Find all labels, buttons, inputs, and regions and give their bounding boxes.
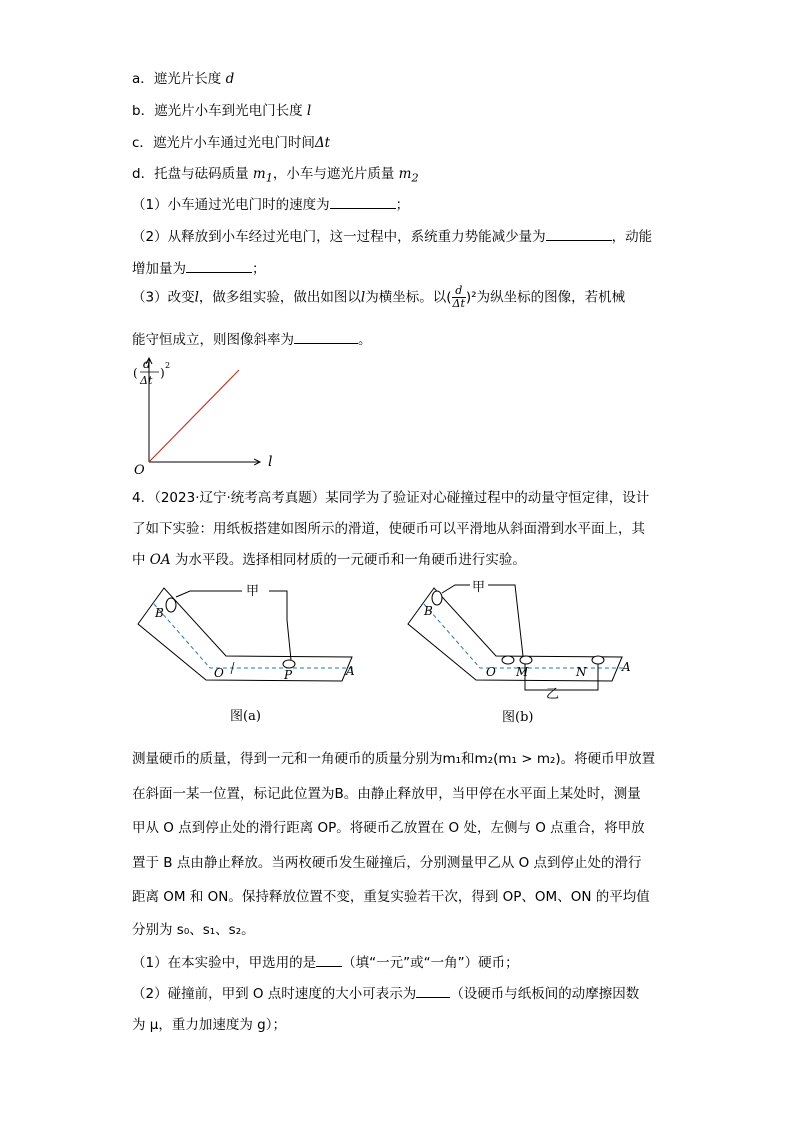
answer-blank — [546, 227, 612, 241]
coin-at-o — [502, 656, 514, 664]
svg-text:M: M — [516, 665, 529, 679]
linear-graph — [130, 350, 290, 476]
problem-4-line2: 了如下实验：用纸板搭建如图所示的滑道，使硬币可以平滑地从斜面滑到水平面上，其 — [132, 521, 645, 537]
option-c: c．遮光片小车通过光电门时间Δt — [132, 135, 331, 151]
subquestion-2-line1: （2）碰撞前，甲到 O 点时速度的大小可表示为 （设硬币与纸板间的动摩擦因数 — [132, 986, 640, 1002]
subquestion-2-line2: 为 μ，重力加速度为 g）； — [132, 1017, 286, 1033]
question-2-line2: 增加量为 ； — [132, 261, 266, 277]
coin-at-p — [283, 660, 295, 668]
svg-text:P: P — [284, 668, 293, 682]
subquestion-1: （1）在本实验中，甲选用的是 （填“一元”或“一角”）硬币； — [132, 955, 519, 971]
option-a: a．遮光片长度 d — [132, 71, 235, 87]
svg-text:O: O — [214, 666, 224, 680]
answer-blank — [330, 195, 396, 209]
para-line5: 距离 OM 和 ON。保持释放位置不变，重复实验若干次，得到 OP、OM、ON 的平均值 — [132, 889, 650, 905]
track-center-dashed — [154, 604, 354, 668]
svg-text:Δt: Δt — [140, 374, 153, 387]
svg-text:A: A — [346, 664, 355, 678]
svg-text:l: l — [268, 454, 273, 470]
figure-a-track — [130, 580, 370, 730]
coin-at-m — [520, 656, 532, 664]
coin-jia — [432, 591, 442, 605]
svg-text:d: d — [143, 357, 151, 371]
para-line2: 在斜面一某一位置，标记此位置为B。由静止释放甲，当甲停在水平面上某处时，测量 — [132, 786, 641, 802]
question-2-line1: （2）从释放到小车经过光电门，这一过程中，系统重力势能减少量为 ，动能 — [132, 229, 653, 245]
svg-text:(: ( — [133, 366, 138, 380]
problem-4-line1: 4．（2023·辽宁·统考高考真题）某同学为了验证对心碰撞过程中的动量守恒定律，设计 — [132, 490, 650, 506]
question-1: （1）小车通过光电门时的速度为 ； — [132, 197, 410, 213]
answer-blank — [186, 259, 252, 273]
coin-jia — [166, 598, 176, 612]
svg-text:图(a): 图(a) — [230, 709, 261, 724]
svg-text:图(b): 图(b) — [502, 710, 534, 725]
svg-text:O: O — [134, 463, 145, 476]
svg-text:甲: 甲 — [472, 580, 486, 595]
svg-text:2: 2 — [165, 361, 171, 370]
svg-text:B: B — [424, 604, 433, 618]
question-3-line2: 能守恒成立，则图像斜率为 。 — [132, 332, 372, 348]
answer-blank — [294, 330, 358, 344]
para-line4: 置于 B 点由静止释放。当两枚硬币发生碰撞后，分别测量甲乙从 O 点到停止处的滑行 — [132, 855, 642, 871]
fraction-d-over-dt: $\frac{d}{\Delta t}$ — [452, 284, 465, 310]
para-line1: 测量硬币的质量，得到一元和一角硬币的质量分别为m₁和m₂(m₁ > m₂)。将硬币甲放置 — [132, 751, 656, 767]
figure-b-track — [400, 580, 640, 730]
option-d: d．托盘与砝码质量 $m_1$，小车与遮光片质量 $m_2$ — [132, 166, 419, 185]
svg-text:乙: 乙 — [546, 687, 560, 702]
option-b: b．遮光片小车到光电门长度 l — [132, 103, 312, 119]
answer-blank — [416, 984, 450, 998]
para-line6: 分别为 s₀、s₁、s₂。 — [132, 922, 255, 938]
problem-4-line3: 中 OA 为水平段。选择相同材质的一元硬币和一角硬币进行实验。 — [132, 552, 526, 568]
svg-text:): ) — [160, 366, 165, 380]
svg-text:甲: 甲 — [246, 584, 260, 599]
para-line3: 甲从 O 点到停止处的滑行距离 OP。将硬币乙放置在 O 处，左侧与 O 点重合，将甲放 — [132, 820, 645, 836]
question-3-line1: （3）改变l，做多组实验，做出如图以l为横坐标。以( $\frac{d}{\Delta t}$ )²为纵坐标的图像，若机械 — [132, 284, 626, 310]
svg-text:N: N — [576, 665, 587, 679]
svg-text:O: O — [486, 665, 496, 679]
answer-blank — [316, 953, 342, 967]
svg-text:B: B — [155, 606, 164, 620]
data-line — [149, 370, 239, 462]
svg-text:A: A — [622, 660, 631, 674]
coin-at-n — [592, 656, 604, 664]
